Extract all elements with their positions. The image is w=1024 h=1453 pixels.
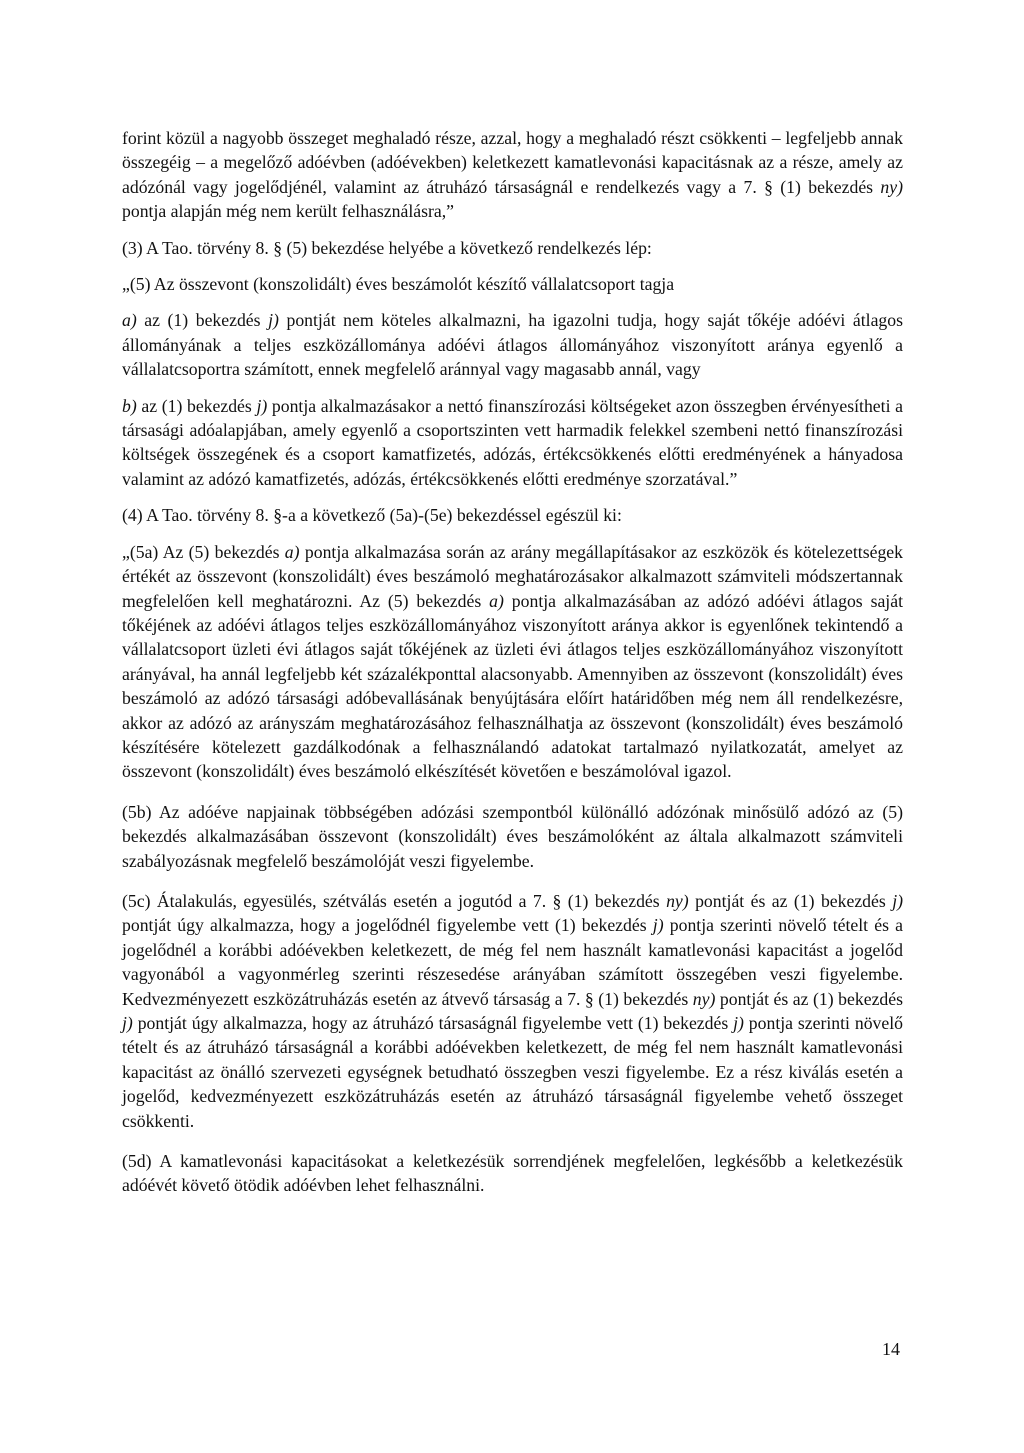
text-run: forint közül a nagyobb összeget meghaladó része, azzal, hogy a meghaladó részt csökkenti – legfeljebb annak összegéig – a megelőző adóévben (adóévekben) keletkezett kamatlevonási kapacitásnak az a része, amely az adózónál vagy jogelődjénél, valamint az átruházó társaságnál e rendelkezés vagy a 7. § (1) bekezdés [122, 128, 903, 197]
point-reference: j) [256, 395, 268, 416]
paragraph-point-b [122, 394, 903, 492]
text-run: pontja alkalmazásakor a nettó finanszírozási költségeket azon összegben érvényesítheti a társasági adóalapjában, amely egyenlő a csoportszinten vett harmadik felekkel szembeni nettó finanszírozási költségek összegének és a csoport kamatfizetés, adózás, értékcsökkenés előtti eredményének a hányadosa valamint az adózó kamatfizetés, adózás, értékcsökkenés előtti eredménye szorzatával.” [122, 395, 903, 489]
text-run: pontját és az (1) bekezdés [715, 988, 904, 1009]
paragraph-section-5a [122, 540, 903, 784]
text-run: az (1) bekezdés [136, 310, 269, 331]
point-reference: j) [733, 1013, 744, 1033]
text-run: pontja szerinti növelő tételt és a jogelődnél a korábbi adóévekben keletkezett, de még fel nem használt kamatlevonási kapacitást a jogelőd vagyonából a vagyonmérleg szerinti részesedése arányában számított összegében veszi figyelembe. Kedvezményezett eszközátruházás esetén az átvevő társaság a 7. § (1) bekezdés [122, 915, 903, 1009]
paragraph-continuation [122, 126, 903, 224]
text-run: (4) A Tao. törvény 8. §-a a következő (5a)-(5e) bekezdéssel egészül ki: [122, 505, 622, 526]
point-reference: ny) [666, 890, 689, 911]
paragraph-section-5d [122, 1149, 903, 1198]
text-run: az (1) bekezdés [136, 395, 257, 416]
point-reference: a) [122, 310, 137, 331]
text-run: (5b) Az adóéve napjainak többségében adózási szempontból különálló adózónak minősülő adózó az (5) bekezdés alkalmazásában összevont (konszolidált) éves beszámolóként az általa alkalmazott számviteli szabályozásnak megfelelő beszámolóját veszi figyelembe. [122, 801, 903, 871]
point-reference: b) [122, 395, 137, 416]
text-run: „(5) Az összevont (konszolidált) éves beszámolót készítő vállalatcsoport tagja [122, 274, 675, 295]
text-run: (5d) A kamatlevonási kapacitásokat a keletkezésük sorrendjének megfelelően, legkésőbb a keletkezésük adóévét követő ötödik adóévben lehet felhasználni. [122, 1151, 903, 1196]
paragraph-amendment-4 [122, 503, 903, 527]
point-reference: ny) [880, 176, 903, 197]
point-reference: j) [892, 890, 903, 911]
paragraph-section-5 [122, 272, 903, 296]
text-run: pontja alkalmazásában az adózó adóévi átlagos saját tőkéjének az adóévi átlagos teljes eszközállományához viszonyított aránya akkor is egyenlőnek tekintendő a vállalatcsoport üzleti évi átlagos saját tőkéjének az üzleti évi átlagos teljes eszközállományához viszonyított arányával, ha annál legfeljebb két százalékponttal alacsonyabb. Amennyiben az összevont (konszolidált) éves beszámoló az adózó társasági adóbevallásának benyújtására előírt határidőben még nem áll rendelkezésre, akkor az adózó az arányszám meghatározásához felhasználhatja az összevont (konszolidált) éves beszámoló készítésére kötelezett gazdálkodónak a felhasználandó adatokat tartalmazó nyilatkozatát, amelyet az összevont (konszolidált) éves beszámoló elkészítését követően e beszámolóval igazol. [122, 590, 903, 782]
text-run: pontja alkalmazása során az arány megállapításakor az eszközök és kötelezettségek értékét az összevont (konszolidált) éves beszámoló meghatározásakor alkalmazott számviteli módszertannak megfelelően kell meghatározni. Az (5) bekezdés [122, 541, 903, 611]
text-run: „(5a) Az (5) bekezdés [122, 541, 285, 562]
paragraph-amendment-3 [122, 236, 903, 260]
point-reference: j) [652, 915, 664, 936]
text-run: pontját nem köteles alkalmazni, ha igazolni tudja, hogy saját tőkéje adóévi átlagos állományának a teljes eszközállománya adóévi átlagos állományához viszonyított aránya egyenlő a vállalatcsoportra számított, ennek megfelelő aránnyal vagy magasabb annál, vagy [122, 310, 903, 380]
point-reference: a) [284, 541, 300, 562]
text-run: pontját úgy alkalmazza, hogy a jogelődnél figyelembe vett (1) bekezdés [122, 915, 653, 936]
text-run: pontját és az (1) bekezdés [688, 890, 893, 911]
text-run: (3) A Tao. törvény 8. § (5) bekezdése helyébe a következő rendelkezés lép: [122, 237, 652, 258]
page-body [122, 126, 903, 1198]
point-reference: ny) [692, 988, 716, 1009]
text-run: pontja alapján még nem került felhasználásra,” [122, 201, 454, 222]
point-reference: j) [268, 310, 279, 331]
page-number: 14 [882, 1339, 900, 1359]
point-reference: j) [122, 1013, 133, 1033]
text-run: pontja szerinti növelő tételt és az átruházó társaságnál a korábbi adóévekben keletkezett, de még fel nem használt kamatlevonási kapacitást az önálló szervezeti egységnek betudható összegben veszi figyelembe. Ez a rész kiválás esetén a jogelőd, kedvezményezett eszközátruházás esetén az átruházó társaságnál figyelembe vehető összeget csökkenti. [122, 1013, 903, 1131]
text-run: (5c) Átalakulás, egyesülés, szétválás esetén a jogutód a 7. § (1) bekezdés [122, 890, 667, 911]
paragraph-section-5c [122, 889, 903, 1133]
point-reference: a) [489, 590, 504, 611]
paragraph-point-a [122, 308, 903, 381]
text-run: pontját úgy alkalmazza, hogy az átruházó társaságnál figyelembe vett (1) bekezdés [132, 1013, 734, 1033]
paragraph-section-5b [122, 800, 903, 873]
